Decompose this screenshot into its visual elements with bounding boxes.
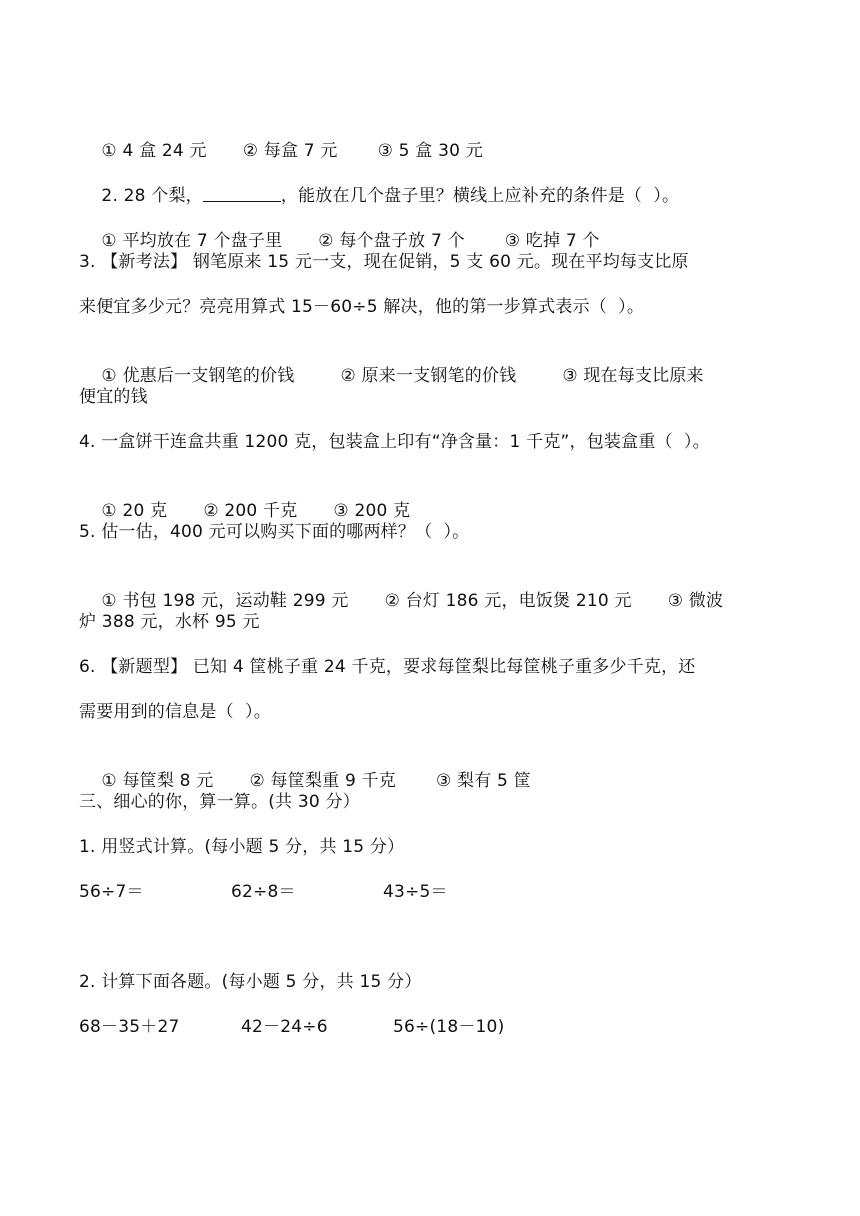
q3-question-line1: 3. 【新考法】 钢笔原来 15 元一支，现在促销，5 支 60 元。现在平均每支比原: [79, 252, 689, 272]
q6-option-a: ① 每筐梨 8 元: [101, 771, 214, 791]
q6-question-line1: 6. 【新题型】 已知 4 筐桃子重 24 千克，要求每筐梨比每筐桃子重多少千克，还: [79, 657, 696, 677]
section3-part2-title: 2. 计算下面各题。(每小题 5 分，共 15 分）: [79, 972, 422, 992]
part2-problem-3: 56÷(18－10): [393, 1017, 505, 1037]
q4-option-c: ③ 200 克: [333, 501, 411, 521]
part2-problem-1: 68－35＋27: [79, 1017, 180, 1037]
q2-suffix: ，能放在几个盘子里？横线上应补充的条件是（ ）。: [280, 186, 680, 206]
q1-option-b: ② 每盒 7 元: [242, 141, 338, 161]
q5-option-a: ① 书包 198 元，运动鞋 299 元: [101, 591, 349, 611]
q3-option-b: ② 原来一支钢笔的价钱: [340, 366, 517, 386]
q6-option-b: ② 每筐梨重 9 千克: [249, 771, 396, 791]
q2-option-b: ② 每个盘子放 7 个: [318, 231, 465, 251]
q4-option-a: ① 20 克: [101, 501, 168, 521]
part2-problem-2: 42－24÷6: [241, 1017, 328, 1037]
q1-option-a: ① 4 盒 24 元: [101, 141, 207, 161]
q1-option-c: ③ 5 盒 30 元: [377, 141, 483, 161]
q5-question: 5. 估一估，400 元可以购买下面的哪两样？（ ）。: [79, 522, 470, 542]
q2-prefix: 2. 28 个梨，: [101, 186, 203, 206]
q2-option-c: ③ 吃掉 7 个: [504, 231, 600, 251]
section3-title: 三、细心的你，算一算。(共 30 分）: [79, 792, 360, 812]
q2-option-a: ① 平均放在 7 个盘子里: [101, 231, 283, 251]
part1-problem-1: 56÷7＝: [79, 882, 144, 902]
part1-problem-3: 43÷5＝: [383, 882, 448, 902]
part1-problem-2: 62÷8＝: [231, 882, 296, 902]
q6-question-line2: 需要用到的信息是（ ）。: [79, 702, 271, 722]
q4-option-b: ② 200 千克: [203, 501, 298, 521]
q3-question-line2: 来便宜多少元？亮亮用算式 15－60÷5 解决，他的第一步算式表示（ ）。: [79, 297, 645, 317]
q5-option-c-continued: 炉 388 元，水杯 95 元: [79, 612, 260, 632]
q3-option-a: ① 优惠后一支钢笔的价钱: [101, 366, 295, 386]
q2-blank-line: [203, 184, 281, 202]
q3-options: [79, 340, 704, 412]
q6-option-c: ③ 梨有 5 筐: [435, 771, 531, 791]
q3-option-c-continued: 便宜的钱: [79, 387, 148, 407]
q5-option-c: ③ 微波: [667, 591, 724, 611]
q5-option-b: ② 台灯 186 元，电饭煲 210 元: [384, 591, 632, 611]
section3-part1-title: 1. 用竖式计算。(每小题 5 分，共 15 分）: [79, 837, 405, 857]
q3-option-c: ③ 现在每支比原来: [562, 366, 704, 386]
q4-question: 4. 一盒饼干连盒共重 1200 克，包装盒上印有“净含量：1 千克”，包装盒重（ ）。: [79, 432, 710, 452]
